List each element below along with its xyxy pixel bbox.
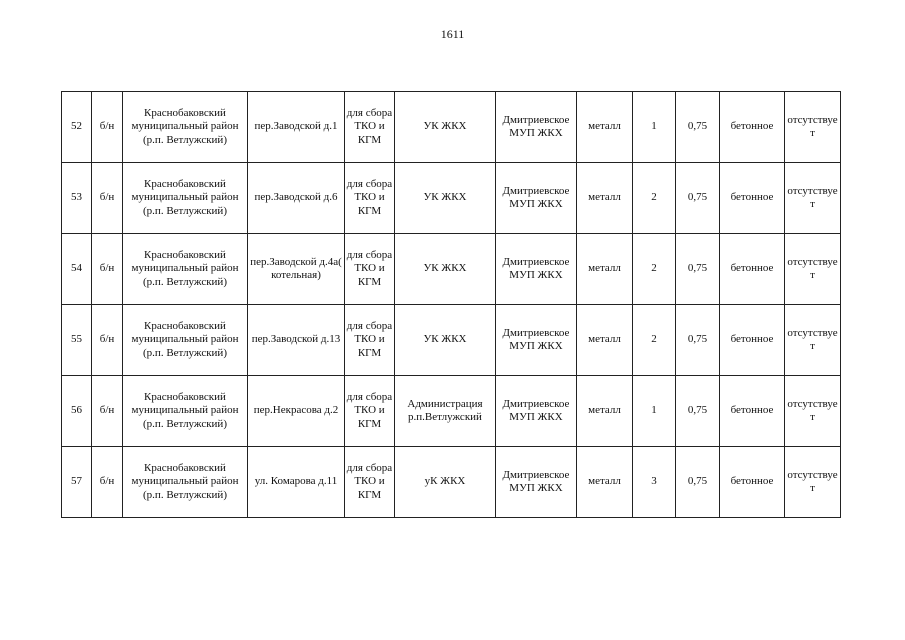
fence-cell: отсутствует	[785, 163, 841, 234]
code-cell: б/н	[92, 376, 123, 447]
code-cell: б/н	[92, 447, 123, 518]
surface-cell: бетонное	[720, 234, 785, 305]
fence-cell: отсутствует	[785, 376, 841, 447]
operator-cell: Дмитриевское МУП ЖКХ	[496, 234, 577, 305]
material-cell: металл	[577, 163, 633, 234]
volume-cell: 0,75	[676, 234, 720, 305]
fence-cell: отсутствует	[785, 447, 841, 518]
address-cell: пер.Некрасова д.2	[248, 376, 345, 447]
address-cell: ул. Комарова д.11	[248, 447, 345, 518]
code-cell: б/н	[92, 234, 123, 305]
material-cell: металл	[577, 92, 633, 163]
page-number: 1611	[440, 27, 465, 41]
surface-cell: бетонное	[720, 92, 785, 163]
fence-cell: отсутствует	[785, 234, 841, 305]
volume-cell: 0,75	[676, 163, 720, 234]
purpose-cell: для сбора ТКО и КГМ	[345, 447, 395, 518]
row-number-cell: 52	[62, 92, 92, 163]
container-count-cell: 3	[633, 447, 676, 518]
table-body	[62, 92, 841, 518]
volume-cell: 0,75	[676, 92, 720, 163]
row-number-cell: 55	[62, 305, 92, 376]
purpose-cell: для сбора ТКО и КГМ	[345, 92, 395, 163]
address-cell: пер.Заводской д.1	[248, 92, 345, 163]
operator-cell: Дмитриевское МУП ЖКХ	[496, 447, 577, 518]
surface-cell: бетонное	[720, 376, 785, 447]
surface-cell: бетонное	[720, 447, 785, 518]
table-row	[62, 305, 841, 376]
table-row	[62, 376, 841, 447]
district-cell: Краснобаковский муниципальный район (р.п. Ветлужский)	[123, 163, 248, 234]
district-cell: Краснобаковский муниципальный район (р.п. Ветлужский)	[123, 376, 248, 447]
district-cell: Краснобаковский муниципальный район (р.п. Ветлужский)	[123, 305, 248, 376]
container-count-cell: 2	[633, 305, 676, 376]
code-cell: б/н	[92, 305, 123, 376]
container-count-cell: 1	[633, 92, 676, 163]
district-cell: Краснобаковский муниципальный район (р.п. Ветлужский)	[123, 447, 248, 518]
address-cell: пер.Заводской д.4а( котельная)	[248, 234, 345, 305]
operator-cell: Дмитриевское МУП ЖКХ	[496, 163, 577, 234]
registry-table	[61, 91, 841, 518]
operator-cell: Дмитриевское МУП ЖКХ	[496, 376, 577, 447]
owner-cell: УК ЖКХ	[395, 92, 496, 163]
surface-cell: бетонное	[720, 163, 785, 234]
purpose-cell: для сбора ТКО и КГМ	[345, 376, 395, 447]
row-number-cell: 54	[62, 234, 92, 305]
owner-cell: Администрация р.п.Ветлужский	[395, 376, 496, 447]
table-row	[62, 447, 841, 518]
district-cell: Краснобаковский муниципальный район (р.п. Ветлужский)	[123, 234, 248, 305]
row-number-cell: 53	[62, 163, 92, 234]
owner-cell: УК ЖКХ	[395, 305, 496, 376]
purpose-cell: для сбора ТКО и КГМ	[345, 305, 395, 376]
owner-cell: УК ЖКХ	[395, 163, 496, 234]
purpose-cell: для сбора ТКО и КГМ	[345, 234, 395, 305]
container-count-cell: 2	[633, 163, 676, 234]
material-cell: металл	[577, 447, 633, 518]
table-row	[62, 92, 841, 163]
operator-cell: Дмитриевское МУП ЖКХ	[496, 92, 577, 163]
code-cell: б/н	[92, 92, 123, 163]
material-cell: металл	[577, 305, 633, 376]
material-cell: металл	[577, 376, 633, 447]
table-row	[62, 163, 841, 234]
volume-cell: 0,75	[676, 305, 720, 376]
address-cell: пер.Заводской д.13	[248, 305, 345, 376]
container-count-cell: 2	[633, 234, 676, 305]
row-number-cell: 56	[62, 376, 92, 447]
table-row	[62, 234, 841, 305]
owner-cell: УК ЖКХ	[395, 234, 496, 305]
fence-cell: отсутствует	[785, 305, 841, 376]
code-cell: б/н	[92, 163, 123, 234]
fence-cell: отсутствует	[785, 92, 841, 163]
operator-cell: Дмитриевское МУП ЖКХ	[496, 305, 577, 376]
purpose-cell: для сбора ТКО и КГМ	[345, 163, 395, 234]
volume-cell: 0,75	[676, 376, 720, 447]
surface-cell: бетонное	[720, 305, 785, 376]
material-cell: металл	[577, 234, 633, 305]
volume-cell: 0,75	[676, 447, 720, 518]
container-count-cell: 1	[633, 376, 676, 447]
district-cell: Краснобаковский муниципальный район (р.п. Ветлужский)	[123, 92, 248, 163]
address-cell: пер.Заводской д.6	[248, 163, 345, 234]
row-number-cell: 57	[62, 447, 92, 518]
owner-cell: уК ЖКХ	[395, 447, 496, 518]
